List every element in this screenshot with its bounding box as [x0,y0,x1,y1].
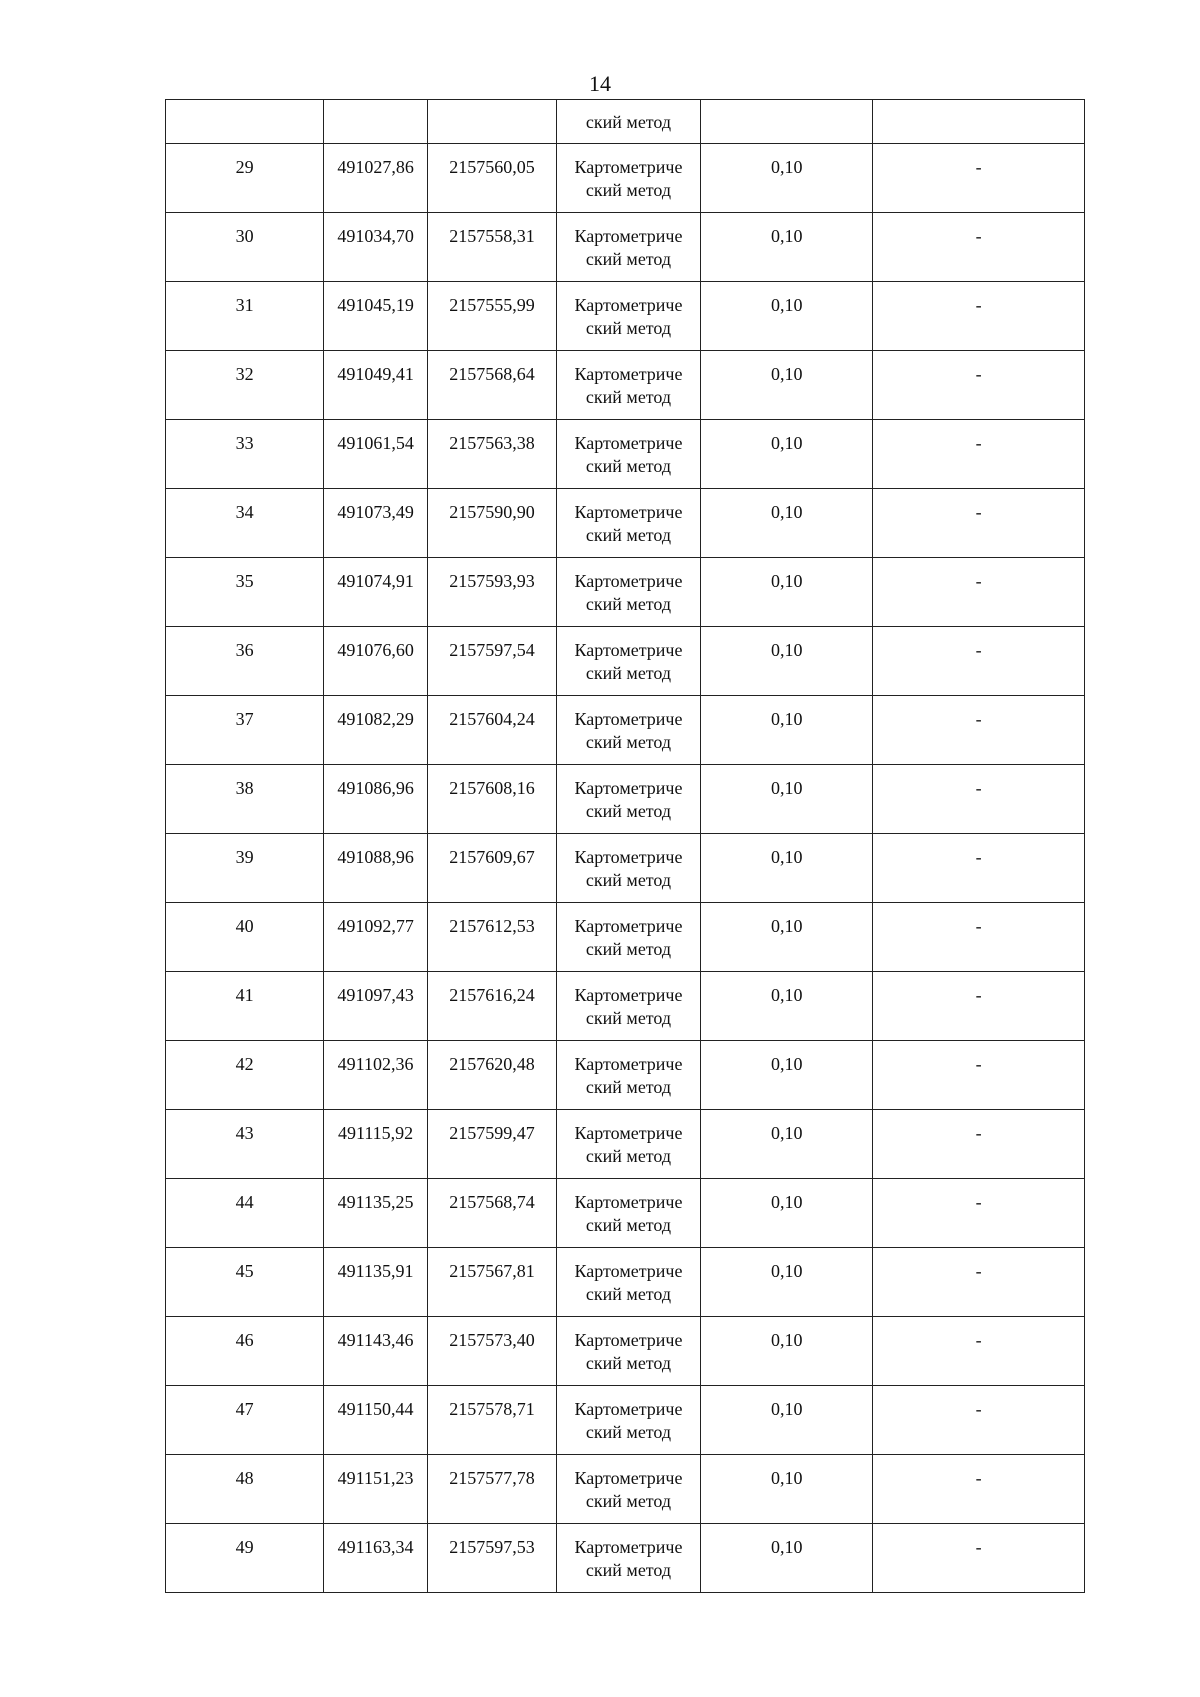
cell-x: 491082,29 [324,696,428,765]
cell-point-number: 42 [166,1041,324,1110]
method-line-2: ский метод [585,1491,672,1511]
cell-point-number: 35 [166,558,324,627]
table-row [166,1455,1085,1524]
table-row [166,1041,1085,1110]
cell-point-number: 32 [166,351,324,420]
method-line-2: ский метод [585,663,672,683]
cell-description: - [873,420,1085,489]
method-line-1: Картометриче [574,640,683,660]
cell-method [556,765,700,834]
method-line-2: ский метод [585,1284,672,1304]
cell-x: 491034,70 [324,213,428,282]
cell-x: 491163,34 [324,1524,428,1593]
cell-method: ский метод [556,100,700,144]
cell-accuracy [701,100,873,144]
cell-method [556,489,700,558]
method-line-2: ский метод [585,1560,672,1580]
table-row [166,1317,1085,1386]
method-line-1: Картометриче [574,709,683,729]
cell-y: 2157567,81 [427,1248,556,1317]
cell-x: 491102,36 [324,1041,428,1110]
cell-point-number: 48 [166,1455,324,1524]
method-line-2: ский метод [585,525,672,545]
cell-point-number: 30 [166,213,324,282]
method-line-1: Картометриче [574,1537,683,1557]
cell-method [556,834,700,903]
table-row [166,972,1085,1041]
cell-accuracy: 0,10 [701,834,873,903]
cell-point-number [166,100,324,144]
cell-point-number: 43 [166,1110,324,1179]
cell-point-number: 41 [166,972,324,1041]
cell-point-number: 29 [166,144,324,213]
cell-y: 2157563,38 [427,420,556,489]
method-line-2: ский метод [585,732,672,752]
cell-accuracy: 0,10 [701,765,873,834]
cell-accuracy: 0,10 [701,1455,873,1524]
cell-description: - [873,1248,1085,1317]
method-line-2: ский метод [585,1422,672,1442]
cell-method [556,420,700,489]
table-body [166,100,1085,1593]
cell-description: - [873,1455,1085,1524]
table-row [166,696,1085,765]
table-row [166,627,1085,696]
method-line-1: Картометриче [574,847,683,867]
cell-accuracy: 0,10 [701,1248,873,1317]
cell-y: 2157609,67 [427,834,556,903]
method-line-2: ский метод [585,180,672,200]
cell-point-number: 49 [166,1524,324,1593]
table-row [166,1524,1085,1593]
method-line-2: ский метод [585,1077,672,1097]
cell-point-number: 38 [166,765,324,834]
cell-accuracy: 0,10 [701,696,873,765]
cell-accuracy: 0,10 [701,1524,873,1593]
method-line-1: Картометриче [574,1261,683,1281]
cell-point-number: 47 [166,1386,324,1455]
cell-accuracy: 0,10 [701,972,873,1041]
cell-y: 2157608,16 [427,765,556,834]
cell-method [556,1110,700,1179]
cell-method [556,282,700,351]
table-row [166,903,1085,972]
table-row [166,1386,1085,1455]
table-row [166,834,1085,903]
cell-description: - [873,282,1085,351]
cell-y [427,100,556,144]
cell-x [324,100,428,144]
method-line-2: ский метод [585,249,672,269]
cell-accuracy: 0,10 [701,1386,873,1455]
method-line-1: Картометриче [574,1192,683,1212]
method-line-2: ский метод [585,801,672,821]
cell-accuracy: 0,10 [701,144,873,213]
cell-description: - [873,1041,1085,1110]
cell-point-number: 37 [166,696,324,765]
method-line-2: ский метод [585,387,672,407]
method-line-2: ский метод [585,318,672,338]
cell-accuracy: 0,10 [701,1317,873,1386]
cell-description [873,100,1085,144]
table-row [166,351,1085,420]
table-row [166,1179,1085,1248]
cell-point-number: 36 [166,627,324,696]
cell-x: 491045,19 [324,282,428,351]
cell-x: 491151,23 [324,1455,428,1524]
cell-method [556,627,700,696]
method-line-1: Картометриче [574,364,683,384]
cell-method [556,351,700,420]
cell-description: - [873,1179,1085,1248]
cell-accuracy: 0,10 [701,1179,873,1248]
cell-y: 2157555,99 [427,282,556,351]
cell-y: 2157573,40 [427,1317,556,1386]
cell-x: 491073,49 [324,489,428,558]
cell-y: 2157577,78 [427,1455,556,1524]
cell-point-number: 40 [166,903,324,972]
cell-description: - [873,213,1085,282]
cell-accuracy: 0,10 [701,489,873,558]
cell-x: 491049,41 [324,351,428,420]
cell-x: 491061,54 [324,420,428,489]
cell-description: - [873,1386,1085,1455]
cell-description: - [873,765,1085,834]
cell-x: 491135,91 [324,1248,428,1317]
cell-method [556,1455,700,1524]
cell-accuracy: 0,10 [701,1041,873,1110]
cell-accuracy: 0,10 [701,1110,873,1179]
cell-accuracy: 0,10 [701,351,873,420]
cell-description: - [873,627,1085,696]
cell-y: 2157597,54 [427,627,556,696]
cell-x: 491097,43 [324,972,428,1041]
cell-accuracy: 0,10 [701,213,873,282]
method-line-1: Картометриче [574,1399,683,1419]
cell-method [556,1524,700,1593]
cell-method [556,1041,700,1110]
method-line-1: Картометриче [574,502,683,522]
cell-x: 491088,96 [324,834,428,903]
cell-x: 491143,46 [324,1317,428,1386]
cell-y: 2157597,53 [427,1524,556,1593]
method-line-2: ский метод [585,1146,672,1166]
cell-y: 2157558,31 [427,213,556,282]
method-line-1: Картометриче [574,157,683,177]
method-line-1: Картометриче [574,226,683,246]
method-line-1: Картометриче [574,1330,683,1350]
cell-y: 2157616,24 [427,972,556,1041]
cell-y: 2157612,53 [427,903,556,972]
cell-method [556,558,700,627]
cell-point-number: 34 [166,489,324,558]
method-line-2: ский метод [585,1215,672,1235]
table-row [166,420,1085,489]
cell-x: 491092,77 [324,903,428,972]
method-line-2: ский метод [585,939,672,959]
method-line-1: Картометриче [574,433,683,453]
method-line-1: Картометриче [574,916,683,936]
cell-point-number: 39 [166,834,324,903]
table-row [166,489,1085,558]
cell-method [556,213,700,282]
cell-method [556,972,700,1041]
cell-accuracy: 0,10 [701,282,873,351]
cell-y: 2157578,71 [427,1386,556,1455]
cell-y: 2157604,24 [427,696,556,765]
cell-method [556,1317,700,1386]
method-line-2: ский метод [585,870,672,890]
cell-point-number: 46 [166,1317,324,1386]
method-line-1: Картометриче [574,1123,683,1143]
table-row [166,558,1085,627]
method-line-1: Картометриче [574,295,683,315]
cell-x: 491150,44 [324,1386,428,1455]
cell-y: 2157568,64 [427,351,556,420]
coordinates-table [165,99,1085,1593]
cell-description: - [873,903,1085,972]
cell-description: - [873,1524,1085,1593]
cell-accuracy: 0,10 [701,627,873,696]
cell-description: - [873,1317,1085,1386]
cell-method [556,1179,700,1248]
cell-method [556,903,700,972]
cell-x: 491086,96 [324,765,428,834]
method-line-1: Картометриче [574,778,683,798]
cell-description: - [873,558,1085,627]
cell-accuracy: 0,10 [701,558,873,627]
page-number: 14 [589,71,611,96]
cell-y: 2157568,74 [427,1179,556,1248]
method-line-2: ский метод [585,1008,672,1028]
cell-description: - [873,696,1085,765]
table-row [166,1110,1085,1179]
cell-description: - [873,1110,1085,1179]
method-line-2: ский метод [585,1353,672,1373]
cell-point-number: 45 [166,1248,324,1317]
table-row [166,282,1085,351]
cell-description: - [873,834,1085,903]
cell-description: - [873,144,1085,213]
method-line-1: Картометриче [574,571,683,591]
table-row [166,765,1085,834]
cell-point-number: 33 [166,420,324,489]
cell-x: 491076,60 [324,627,428,696]
cell-description: - [873,489,1085,558]
cell-x: 491135,25 [324,1179,428,1248]
cell-description: - [873,351,1085,420]
cell-description: - [873,972,1085,1041]
cell-y: 2157620,48 [427,1041,556,1110]
cell-y: 2157599,47 [427,1110,556,1179]
cell-x: 491115,92 [324,1110,428,1179]
cell-y: 2157593,93 [427,558,556,627]
method-line-2: ский метод [585,456,672,476]
method-line-2: ский метод [585,594,672,614]
cell-x: 491074,91 [324,558,428,627]
method-line-1: Картометриче [574,985,683,1005]
method-line-1: Картометриче [574,1468,683,1488]
cell-y: 2157590,90 [427,489,556,558]
cell-point-number: 31 [166,282,324,351]
table-row-continuation [166,100,1085,144]
cell-y: 2157560,05 [427,144,556,213]
cell-x: 491027,86 [324,144,428,213]
table-row [166,144,1085,213]
cell-method [556,144,700,213]
cell-method [556,1248,700,1317]
table-row [166,213,1085,282]
cell-accuracy: 0,10 [701,903,873,972]
cell-method [556,1386,700,1455]
cell-method [556,696,700,765]
cell-point-number: 44 [166,1179,324,1248]
table-row [166,1248,1085,1317]
method-line-1: Картометриче [574,1054,683,1074]
cell-accuracy: 0,10 [701,420,873,489]
